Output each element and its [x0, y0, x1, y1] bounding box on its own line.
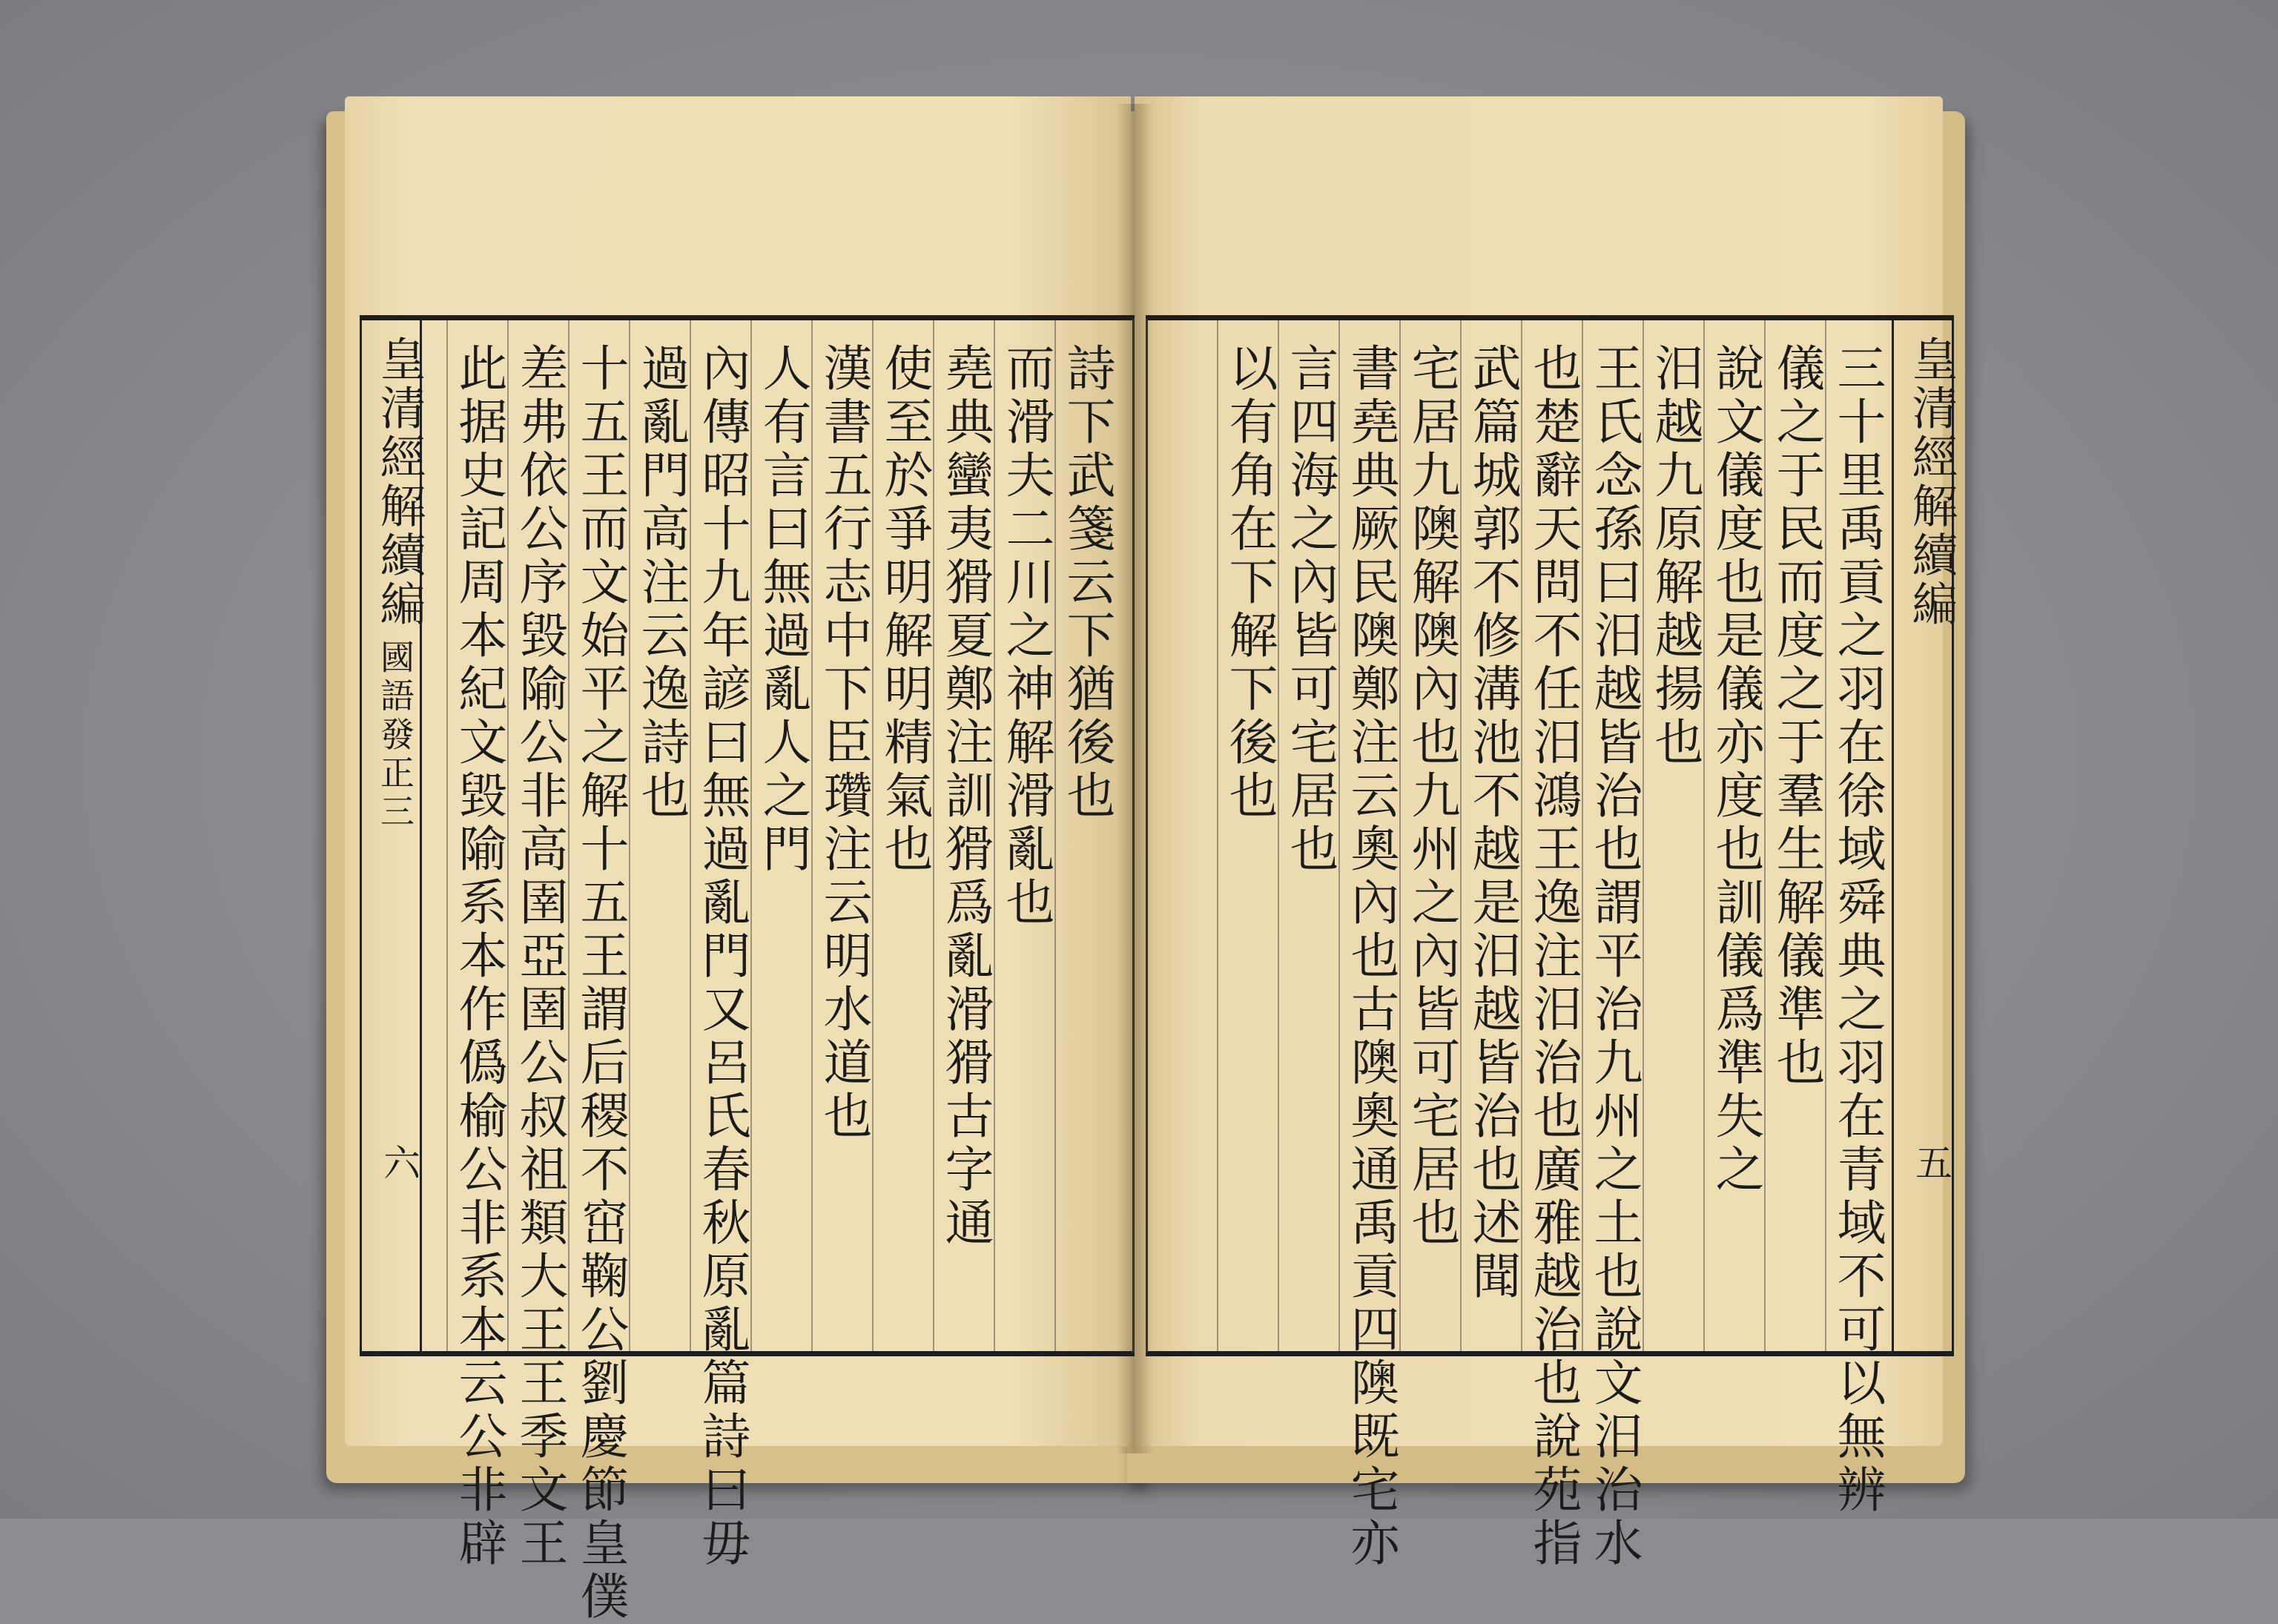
- left-margin-title: 皇清經解續編: [372, 335, 426, 629]
- column-rule: [1399, 320, 1401, 1351]
- column-rule: [1338, 320, 1340, 1351]
- left-page-text-column: 人有言曰無過亂人之門: [754, 343, 811, 877]
- column-rule: [1460, 320, 1462, 1351]
- right-page-text-column: 書堯典厥民隩鄭注云奧內也古隩奧通禹貢四隩既宅亦: [1342, 343, 1399, 1571]
- right-page-text-column: 說文儀度也是儀亦度也訓儀爲準失之: [1707, 343, 1764, 1197]
- column-rule: [811, 320, 813, 1351]
- right-margin-strip: [1892, 320, 1958, 1351]
- left-page-text-column: 詩下武箋云下猶後也: [1058, 343, 1115, 823]
- right-text-frame: [1146, 315, 1958, 1571]
- column-rule: [1825, 320, 1826, 1351]
- right-page-text-column: 以有角在下解下後也: [1221, 343, 1278, 823]
- left-margin-subtitle: 國語發正三: [375, 639, 415, 832]
- column-rule: [507, 320, 509, 1351]
- left-page-text-column: 內傳昭十九年諺曰無過亂門又呂氏春秋原亂篇詩曰毋: [693, 343, 750, 1571]
- left-folio: 六: [377, 1143, 420, 1181]
- left-margin-strip: [360, 320, 426, 1351]
- column-rule: [1703, 320, 1705, 1351]
- right-page-text-column: 宅居九隩解隩內也九州之內皆可宅居也: [1403, 343, 1460, 1250]
- left-text-frame: [360, 315, 1135, 1624]
- left-page-text-column: 使至於爭明解明精氣也: [876, 343, 933, 877]
- column-rule: [629, 320, 630, 1351]
- column-rule: [872, 320, 874, 1351]
- column-rule: [1217, 320, 1218, 1351]
- right-folio: 五: [1909, 1143, 1952, 1181]
- right-page-text-column: 三十里禹貢之羽在徐域舜典之羽在青域不可以無辨: [1829, 343, 1886, 1517]
- column-rule: [446, 320, 448, 1351]
- column-rule: [1582, 320, 1583, 1351]
- right-page-text-column: 言四海之內皆可宅居也: [1281, 343, 1338, 877]
- column-rule: [1643, 320, 1644, 1351]
- left-page-text-column: 過亂門高注云逸詩也: [633, 343, 690, 823]
- column-rule: [690, 320, 691, 1351]
- column-rule: [568, 320, 570, 1351]
- right-page-text-column: 王氏念孫曰汨越皆治也謂平治九州之土也說文汨治水: [1585, 343, 1643, 1571]
- column-rule: [1054, 320, 1056, 1351]
- right-page-text-column: 儀之于民而度之于羣生解儀準也: [1768, 343, 1825, 1090]
- left-page-text-column: 此据史記周本紀文毀隃系本作僞榆公非系本云公非辟: [450, 343, 507, 1571]
- right-margin-title: 皇清經解續編: [1904, 335, 1958, 629]
- right-page-text-column: 也楚辭天問不任汨鴻王逸注汨治也廣雅越治也說苑指: [1525, 343, 1582, 1571]
- column-rule: [750, 320, 752, 1351]
- column-rule: [1278, 320, 1279, 1351]
- right-page-text-column: 汨越九原解越揚也: [1646, 343, 1703, 770]
- left-page-text-column: 而滑夫二川之神解滑亂也: [997, 343, 1054, 930]
- column-rule: [994, 320, 995, 1351]
- column-rule: [1764, 320, 1766, 1351]
- left-page-text-column: 漢書五行志中下臣瓚注云明水道也: [815, 343, 872, 1143]
- column-rule: [1521, 320, 1522, 1351]
- left-page-text-column: 十五王而文始平之解十五王謂后稷不窋鞠公劉慶節皇僕: [572, 343, 629, 1624]
- right-page-text-column: 武篇城郭不修溝池不越是汨越皆治也述聞: [1464, 343, 1521, 1304]
- left-page-text-column: 堯典蠻夷猾夏鄭注訓猾爲亂滑猾古字通: [937, 343, 994, 1250]
- left-page-text-column: 差弗依公序毀隃公非高圉亞圉公叔祖類大王王季文王: [511, 343, 568, 1571]
- column-rule: [933, 320, 934, 1351]
